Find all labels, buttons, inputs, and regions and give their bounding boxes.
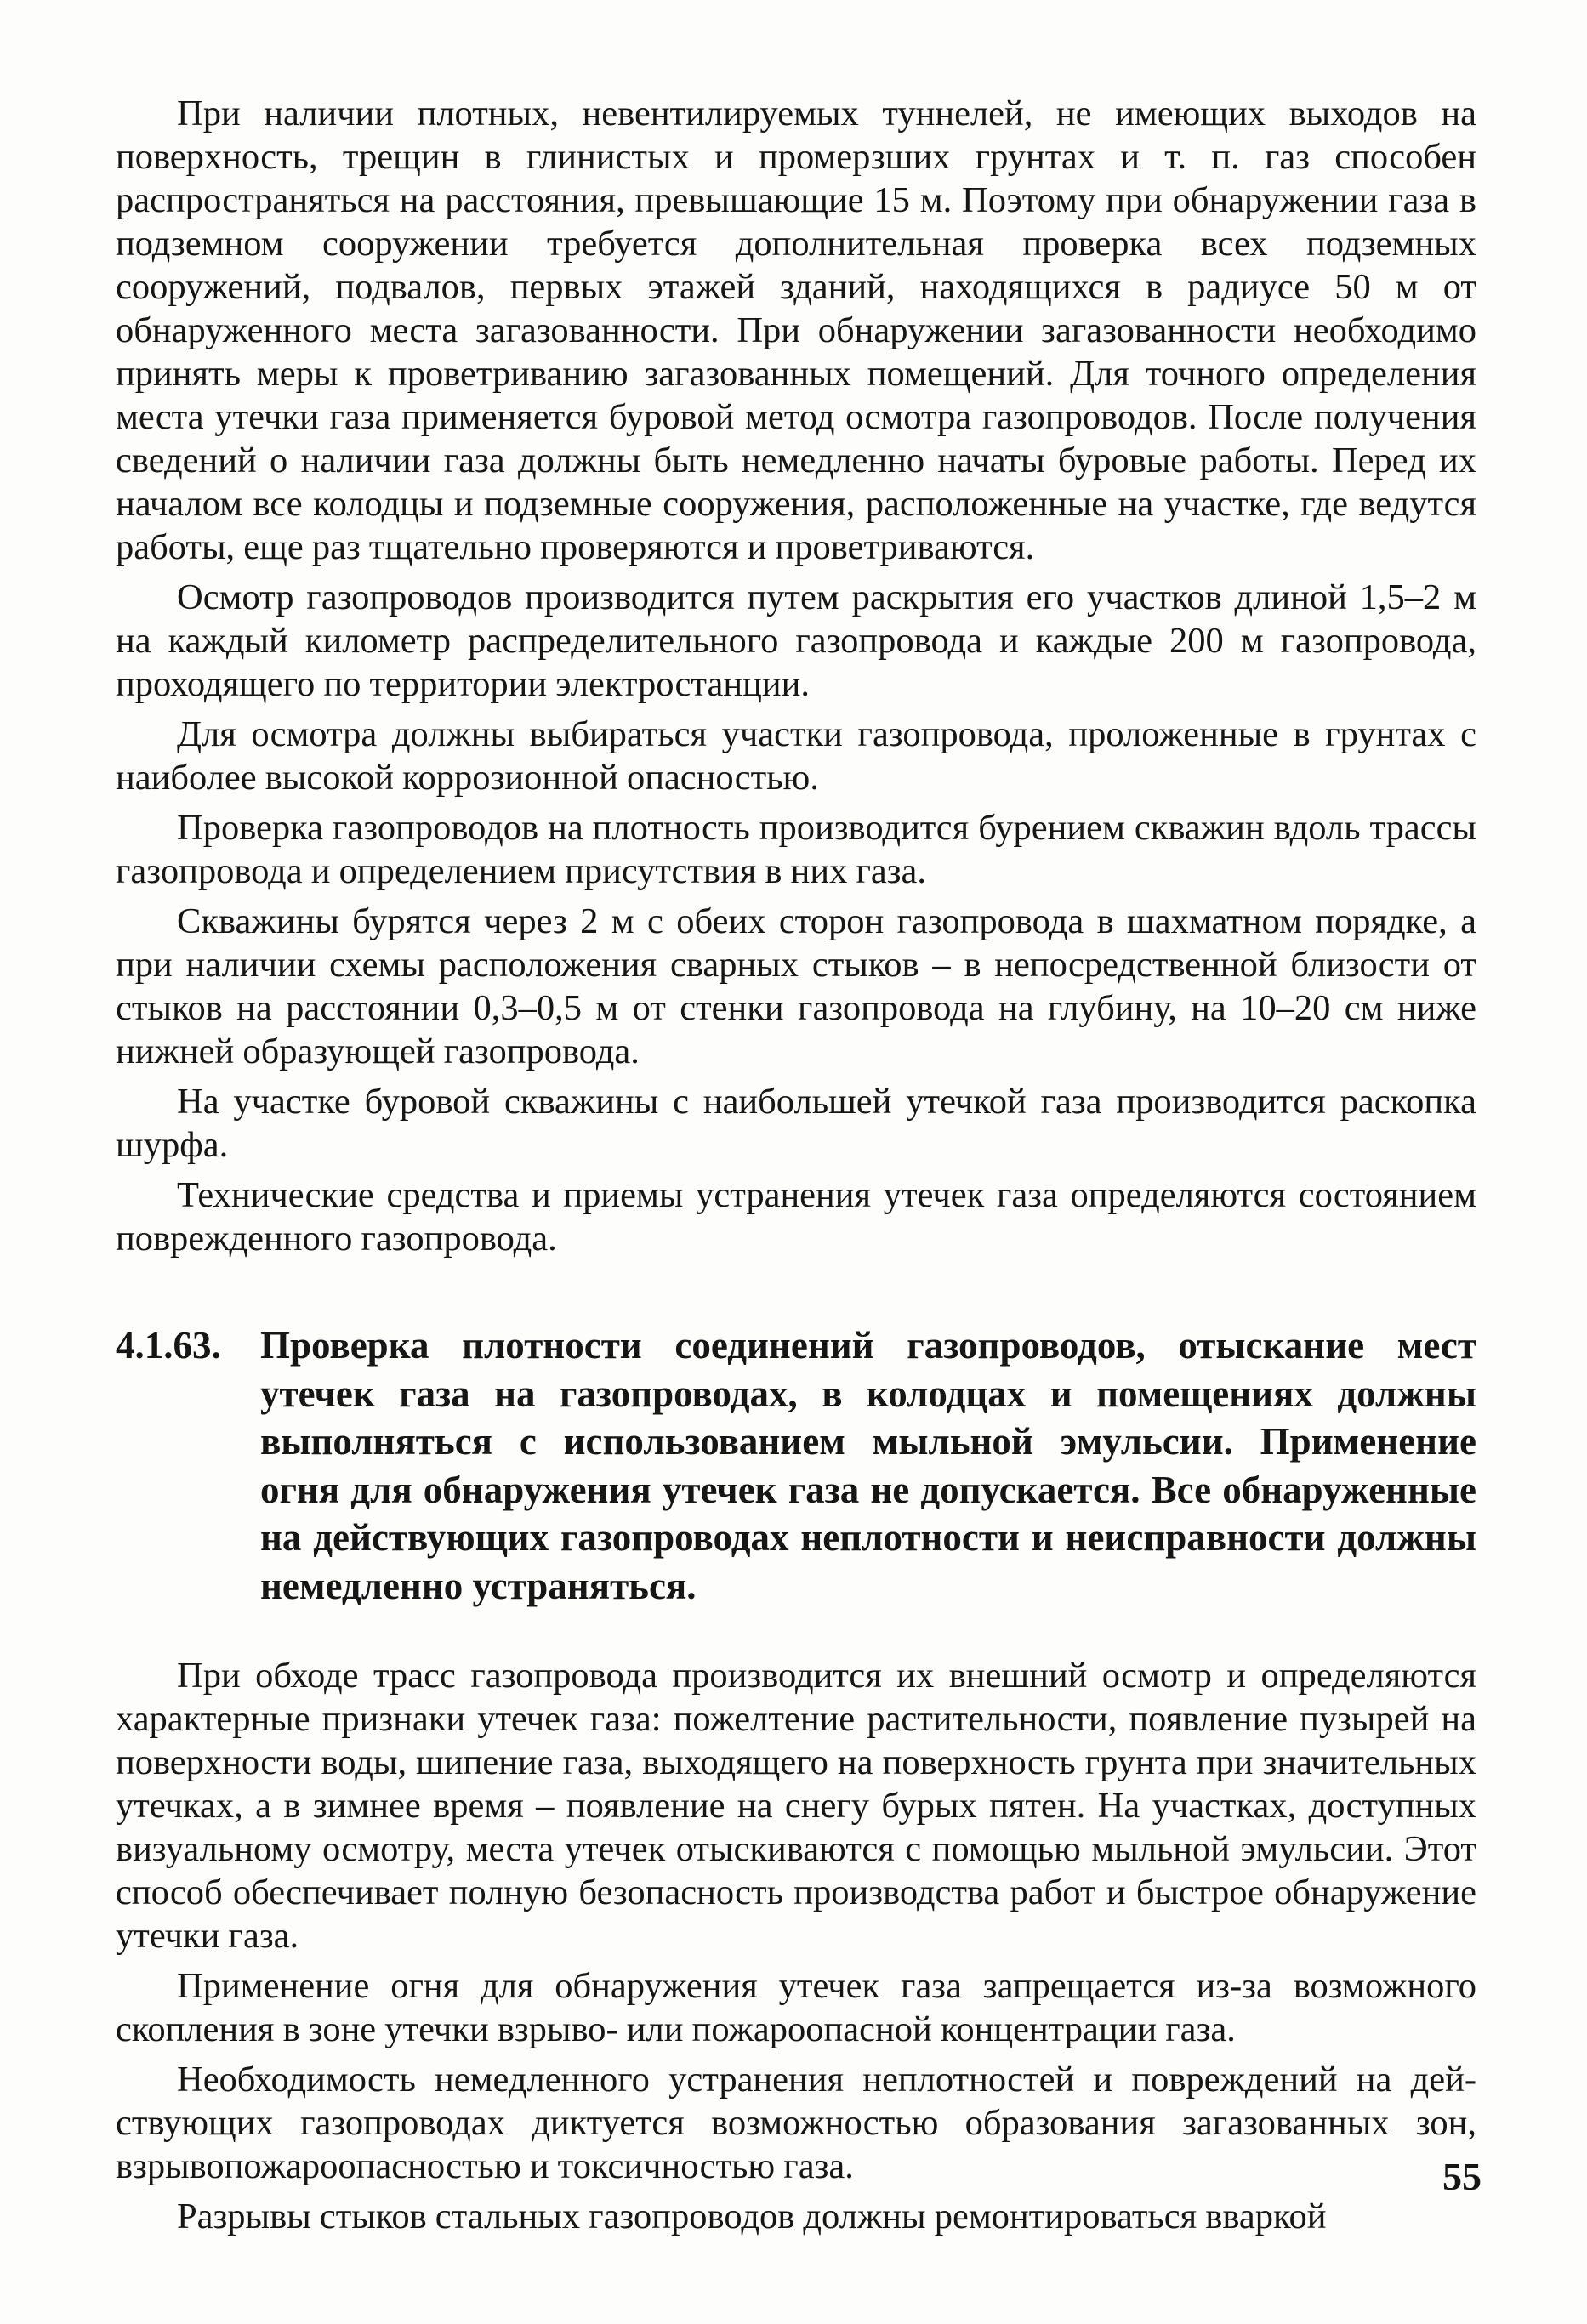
section-4-1-63: [116, 1321, 1476, 1610]
paragraph-pipeline-inspection: Осмотр газопроводов производится путем раскрытия его участков длиной 1,5–2 м на каждый километр распределительного газопровода и каждые 200 м газопровода, проходящего по территории электростанции.: [116, 577, 1476, 704]
paragraph-weld-repair: Разрывы стыков стальных газопроводов должны ремонтироваться вваркой: [177, 2196, 1327, 2236]
page-number: 55: [1442, 2155, 1482, 2198]
paragraph-density-check: Проверка газопроводов на плотность производится бурением скважин вдоль трассы газопровода и определением присутствия в них газа.: [116, 808, 1476, 891]
section-heading-text: Проверка плотности соединений газопроводов, отыскание мест утечек газа на газопроводах, в колодцах и помещениях должны выполняться с использованием мыльной эмульсии. Применение огня для обнаружения утечек газа не допускается. Все обнаруженные на действующих газопроводах неплотности и неисправности должны немедленно устраняться.: [260, 1324, 1476, 1607]
section-number: 4.1.63.: [116, 1324, 221, 1367]
text-column: [116, 92, 1476, 2238]
paragraph-gas-spread: При наличии плотных, невентилируемых туннелей, не имеющих выходов на поверхность, трещин в глинистых и промерзших грунтах и т. п. газ способен распространяться на расстояния, превышающие 15 м. Поэтому при обнаружении газа в подземном сооружении требуется дополнительная проверка всех подземных сооружений, подвалов, первых этажей зданий, находящихся в радиусе 50 м от обнаруженного места загазованности. При обнаружении загазованности необходимо принять меры к проветриванию загазованных помещений. Для точного определения места утечки газа применяется буровой метод осмотра газопроводов. После получения сведений о наличии газа должны быть немедленно начаты буровые работы. Перед их началом все колодцы и подземные сооружения, расположенные на участке, где ведутся работы, еще раз тщательно проверяются и проветриваются.: [116, 94, 1476, 567]
paragraph-route-walk: При обходе трасс газопровода производится их внешний осмотр и определяются характерные признаки утечек газа: пожелтение растительности, появление пузырей на поверхности воды, шипение газа, выходящего на поверхность грунта при значительных утечках, а в зимнее время – появление на снегу бурых пятен. На участках, доступных визуальному осмотру, места утечек отыскиваются с помощью мыльной эмульсии. Этот способ обеспечивает полную безопасность производства работ и быстрое обнаружение утечки газа.: [116, 1656, 1476, 1956]
paragraph-repair-means: Технические средства и приемы устранения утечек газа определяются состоянием поврежденного газопровода.: [116, 1175, 1476, 1259]
paragraph-fire-prohibited: Применение огня для обнаружения утечек газа запрещается из-за возможного скопления в зоне утечки взрыво- или пожароопасной концентрации газа.: [116, 1966, 1476, 2049]
paragraph-immediate-repair: Необходимость немедленного устранения неплотностей и повреждений на действующих газопроводах диктуется возможностью образования загазованных зон, взрывопожароопасностью и токсичностью газа.: [116, 2060, 1476, 2186]
paragraph-inspection-sites: Для осмотра должны выбираться участки газопровода, проложенные в грунтах с наиболее высокой коррозионной опасностью.: [116, 714, 1476, 798]
paragraph-pit-excavation: На участке буровой скважины с наибольшей утечкой газа производится раскопка шурфа.: [116, 1082, 1476, 1165]
paragraph-drilling: Скважины бурятся через 2 м с обеих сторон газопровода в шахматном порядке, а при наличии схемы расположения сварных стыков – в непосредственной близости от стыков на расстоянии 0,3–0,5 м от стенки газопровода на глубину, на 10–20 см ниже нижней образующей газопровода.: [116, 901, 1476, 1071]
